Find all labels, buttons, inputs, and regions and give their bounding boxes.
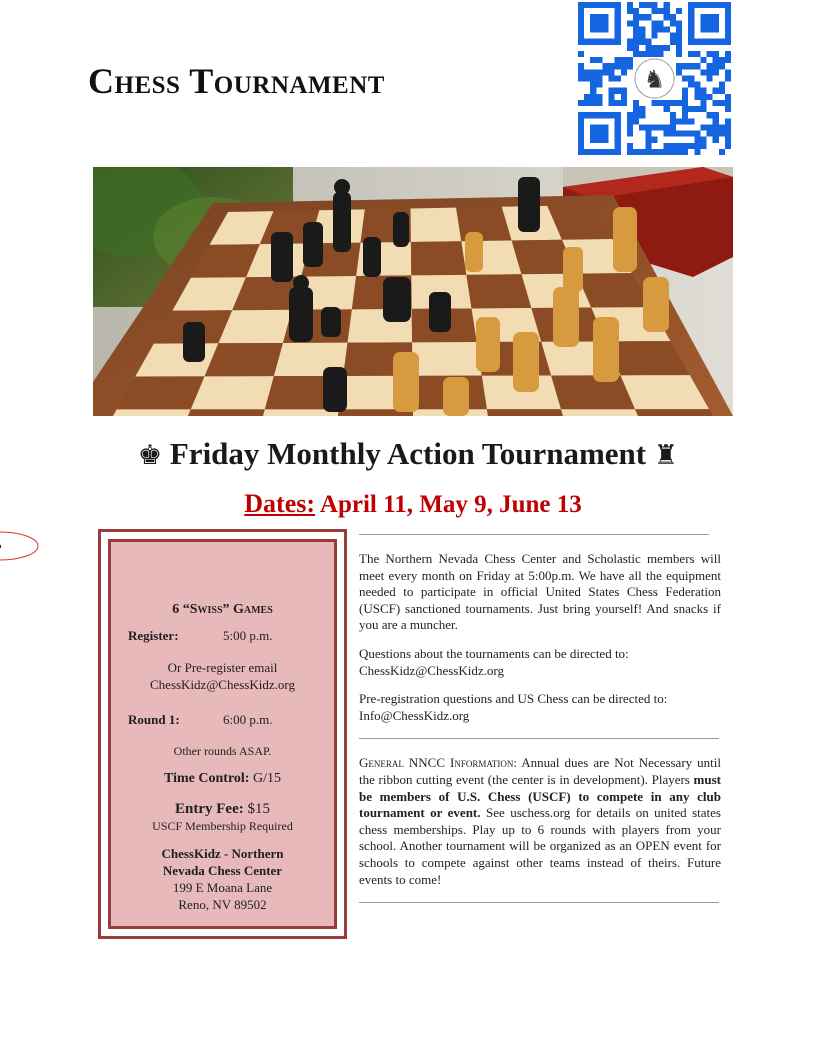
general-info-label: General NNCC Information: [359, 755, 517, 771]
time-control [111, 771, 334, 787]
event-heading [0, 436, 816, 472]
bottom-divider [359, 902, 719, 903]
general-info-text-1: Annual dues are Not Necessary until the ribbon cutting event (the center is in development). Players [359, 755, 721, 787]
prereg-email[interactable]: Info@ChessKidz.org [359, 707, 470, 723]
entry-fee-label: Entry Fee: [175, 801, 244, 817]
address-line-1: 199 E Moana Lane [172, 880, 273, 895]
top-divider [359, 534, 709, 535]
general-info-text-2: See uschess.org for details on united states chess memberships. Play up to 6 rounds with players from your school. Another tournament will be organized as an OPEN event for schools to compete against other teams instead of theirs. Future events to come! [359, 805, 721, 887]
dates-label: Dates: [244, 489, 316, 518]
register-time: 5:00 p.m. [223, 628, 273, 643]
info-box [98, 529, 347, 939]
questions-text: Questions about the tournaments can be directed to: [359, 645, 629, 661]
round1-label: Round 1: [128, 712, 180, 727]
round1-time: 6:00 p.m. [223, 712, 273, 727]
general-info-paragraph [359, 755, 721, 888]
round1-row [128, 712, 334, 728]
register-row [128, 628, 334, 644]
rook-icon: ♜ [653, 440, 679, 471]
preregister-email[interactable]: ChessKidz@ChessKidz.org [150, 677, 295, 692]
games-title: 6 “Swiss” Games [172, 602, 273, 617]
event-title: Friday Monthly Action Tournament [169, 436, 647, 471]
time-control-label: Time Control: [164, 771, 250, 786]
intro-paragraph: The Northern Nevada Chess Center and Scholastic members will meet every month on Friday at 5:00p.m. We have all the equipment needed to participate in official United States Chess Federation (USCF) sanctioned tournaments. Just bring yourself! And snacks if you are a muncher. [359, 551, 721, 633]
info-box-panel [108, 539, 337, 929]
register-label: Register: [128, 628, 179, 643]
time-control-value: G/15 [252, 771, 281, 786]
preregister-line-1: Or Pre-register email [167, 660, 278, 675]
qr-code[interactable] [578, 2, 731, 155]
king-icon: ♚ [137, 440, 163, 471]
page-title: Chess Tournament [88, 61, 385, 101]
prereg-paragraph [359, 691, 721, 724]
dates-line [0, 489, 816, 519]
general-info-bold: must be members of U.S. Chess (USCF) to compete in any club tournament or event. [359, 771, 721, 821]
entry-fee-value: $15 [247, 801, 270, 817]
entry-fee [111, 801, 334, 818]
dates-value: April 11, May 9, June 13 [319, 491, 582, 518]
other-rounds: Other rounds ASAP. [173, 744, 272, 758]
address-line-2: Reno, NV 89502 [178, 897, 267, 912]
chessboard-photo [93, 167, 733, 416]
details-column [359, 534, 721, 903]
prereg-text: Pre-registration questions and US Chess can be directed to: [359, 691, 668, 707]
membership-note: USCF Membership Required [152, 819, 293, 833]
org-line-1: ChessKidz - Northern [161, 846, 284, 861]
questions-paragraph [359, 646, 721, 679]
middle-divider [359, 738, 719, 739]
decorative-oval [0, 530, 40, 562]
svg-text:♞: ♞ [643, 64, 666, 94]
questions-email[interactable]: ChessKidz@ChessKidz.org [359, 662, 504, 678]
org-line-2: Nevada Chess Center [162, 863, 283, 878]
